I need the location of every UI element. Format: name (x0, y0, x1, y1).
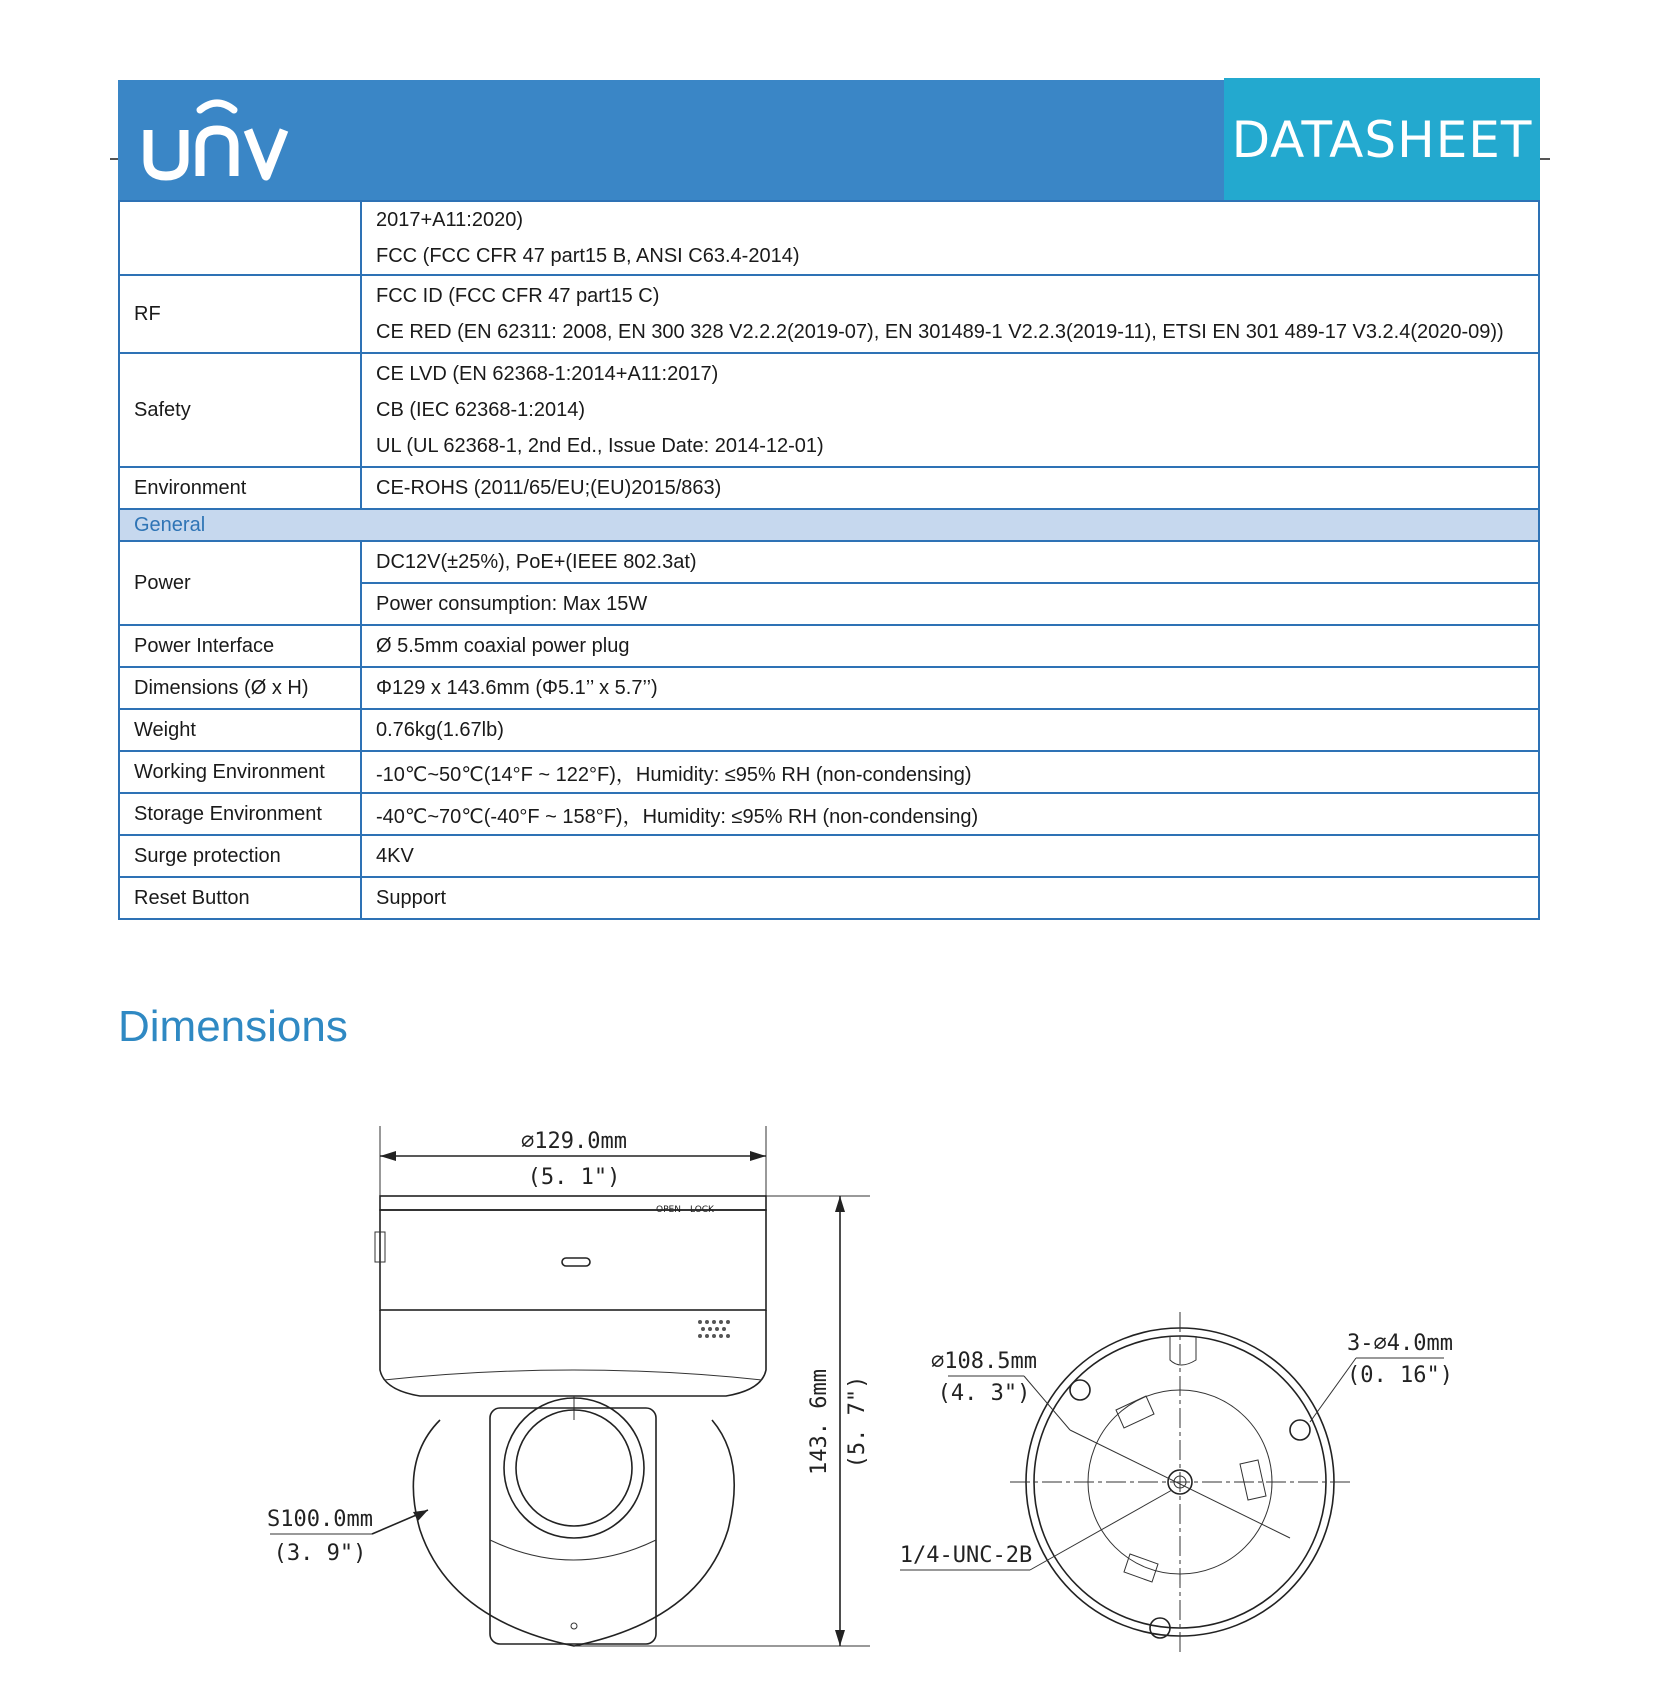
header-banner (118, 80, 1540, 200)
value-line: CE RED (EN 62311: 2008, EN 300 328 V2.2.2(2019-07), EN 301489-1 V2.2.3(2019-11), ETSI EN 301 489-17 V3.2.4(2020-09)) (376, 321, 1504, 343)
row-value: 4KV (361, 835, 1539, 877)
row-label: Dimensions (Ø x H) (119, 667, 361, 709)
sensor-dot (571, 1623, 577, 1629)
row-value (361, 275, 1539, 353)
row-label: Power (119, 541, 361, 625)
header-rule-right (1540, 158, 1550, 160)
dimension-drawing-svg (0, 1060, 1654, 1679)
unv-logo (142, 90, 292, 190)
diameter-in-label: (5. 1") (527, 1165, 621, 1190)
lock-mark: LOCK (690, 1205, 714, 1215)
row-value: 0.76kg(1.67lb) (361, 709, 1539, 751)
datasheet-label: DATASHEET (1224, 78, 1540, 202)
row-value: Support (361, 877, 1539, 919)
camera-sphere (413, 1420, 734, 1646)
table-row (119, 793, 1539, 835)
housing-seam (384, 1370, 762, 1380)
table-row (119, 353, 1539, 467)
row-value (361, 201, 1539, 275)
mount-hole (1290, 1420, 1310, 1440)
table-row (119, 667, 1539, 709)
holes-in-label: (0. 16") (1347, 1363, 1453, 1388)
table-row (119, 467, 1539, 509)
lens-carrier-seam (490, 1540, 656, 1560)
open-mark: OPEN (656, 1205, 681, 1215)
base-mm-label: ⌀108.5mm (931, 1349, 1037, 1374)
row-label (119, 201, 361, 275)
speaker-grille (698, 1320, 730, 1338)
row-value: DC12V(±25%), PoE+(IEEE 802.3at) (361, 541, 1539, 583)
table-row (119, 835, 1539, 877)
value-line: FCC ID (FCC CFR 47 part15 C) (376, 285, 660, 307)
camera-housing (380, 1210, 766, 1310)
table-row (119, 201, 1539, 275)
holes-mm-label: 3-⌀4.0mm (1347, 1331, 1453, 1356)
leader-line (1030, 1490, 1172, 1570)
value-line: UL (UL 62368-1, 2nd Ed., Issue Date: 2014-12-01) (376, 435, 824, 457)
value-line: 2017+A11:2020) (376, 209, 523, 231)
table-row (119, 541, 1539, 583)
dimensions-title: Dimensions (118, 1002, 348, 1051)
row-value: Φ129 x 143.6mm (Φ5.1’’ x 5.7’’) (361, 667, 1539, 709)
row-value (361, 353, 1539, 467)
height-mm-label: 143. 6mm (807, 1369, 832, 1475)
diameter-mm-label: ⌀129.0mm (521, 1129, 627, 1154)
row-label: RF (119, 275, 361, 353)
base-in-label: (4. 3") (937, 1381, 1031, 1406)
row-label: Reset Button (119, 877, 361, 919)
mount-hole (1070, 1380, 1090, 1400)
row-value (361, 467, 1539, 509)
row-value: -40℃~70℃(-40°F ~ 158°F)，Humidity: ≤95% RH (non-condensing) (361, 793, 1539, 835)
row-label: Working Environment (119, 751, 361, 793)
value-line: FCC (FCC CFR 47 part15 B, ANSI C63.4-2014) (376, 245, 800, 267)
table-row (119, 625, 1539, 667)
row-value: Power consumption: Max 15W (361, 583, 1539, 625)
table-row (119, 877, 1539, 919)
row-label: Surge protection (119, 835, 361, 877)
sphere-in-label: (3. 9") (273, 1541, 367, 1566)
value-line: CE LVD (EN 62368-1:2014+A11:2017) (376, 363, 719, 385)
dimension-drawing (0, 1060, 1654, 1679)
spec-table (118, 200, 1540, 920)
row-value: Ø 5.5mm coaxial power plug (361, 625, 1539, 667)
status-slot (562, 1258, 590, 1266)
lens-inner-ring (516, 1410, 632, 1526)
sphere-mm-label: S100.0mm (267, 1507, 373, 1532)
thread-label: 1/4-UNC-2B (899, 1543, 1033, 1568)
row-value: -10℃~50℃(14°F ~ 122°F)，Humidity: ≤95% RH (non-condensing) (361, 751, 1539, 793)
value-line: CB (IEC 62368-1:2014) (376, 399, 586, 421)
table-row (119, 275, 1539, 353)
table-row (119, 751, 1539, 793)
row-label: Environment (119, 467, 361, 509)
cable-notch (1170, 1336, 1196, 1365)
table-row (119, 709, 1539, 751)
row-label: Weight (119, 709, 361, 751)
leader-line (1310, 1358, 1356, 1422)
section-title: General (119, 509, 1539, 541)
row-label: Safety (119, 353, 361, 467)
height-in-label: (5. 7") (845, 1375, 870, 1469)
section-header-general (119, 509, 1539, 541)
value-line: CE-ROHS (2011/65/EU;(EU)2015/863) (376, 477, 722, 499)
row-label: Storage Environment (119, 793, 361, 835)
row-label: Power Interface (119, 625, 361, 667)
